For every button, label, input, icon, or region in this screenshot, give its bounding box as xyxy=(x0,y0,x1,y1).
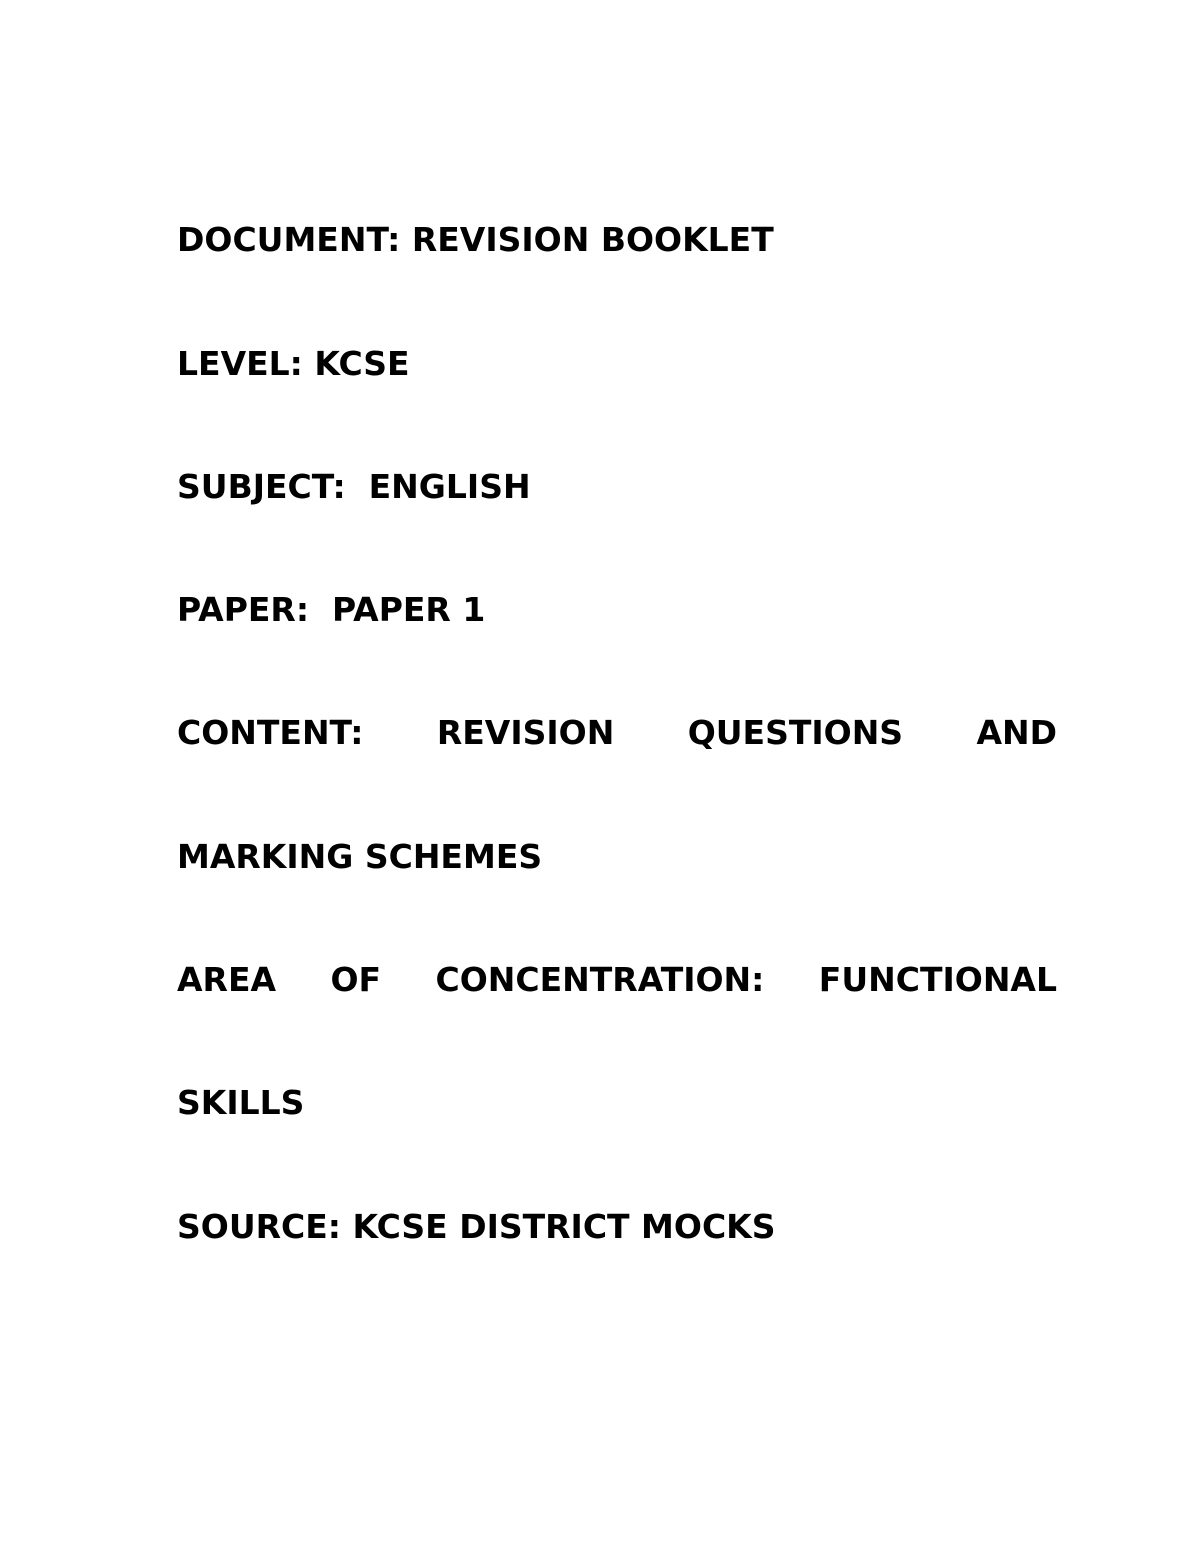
content-word-3: QUESTIONS xyxy=(687,713,904,752)
area-word-3: CONCENTRATION: xyxy=(435,960,765,999)
content-word-2: REVISION xyxy=(436,713,615,752)
level-line: LEVEL: KCSE xyxy=(177,344,410,383)
content-continuation-line: MARKING SCHEMES xyxy=(177,837,543,876)
subject-line: SUBJECT: ENGLISH xyxy=(177,467,531,506)
area-word-1: AREA xyxy=(177,960,277,999)
source-line: SOURCE: KCSE DISTRICT MOCKS xyxy=(177,1207,776,1246)
area-word-4: FUNCTIONAL xyxy=(818,960,1057,999)
paper-line: PAPER: PAPER 1 xyxy=(177,590,486,629)
content-line xyxy=(177,713,1057,753)
content-word-4: AND xyxy=(976,713,1057,752)
area-continuation-line: SKILLS xyxy=(177,1083,305,1122)
area-of-concentration-line xyxy=(177,960,1057,1000)
content-word-1: CONTENT: xyxy=(177,713,364,752)
document-type-line: DOCUMENT: REVISION BOOKLET xyxy=(177,220,774,259)
area-word-2: OF xyxy=(330,960,382,999)
